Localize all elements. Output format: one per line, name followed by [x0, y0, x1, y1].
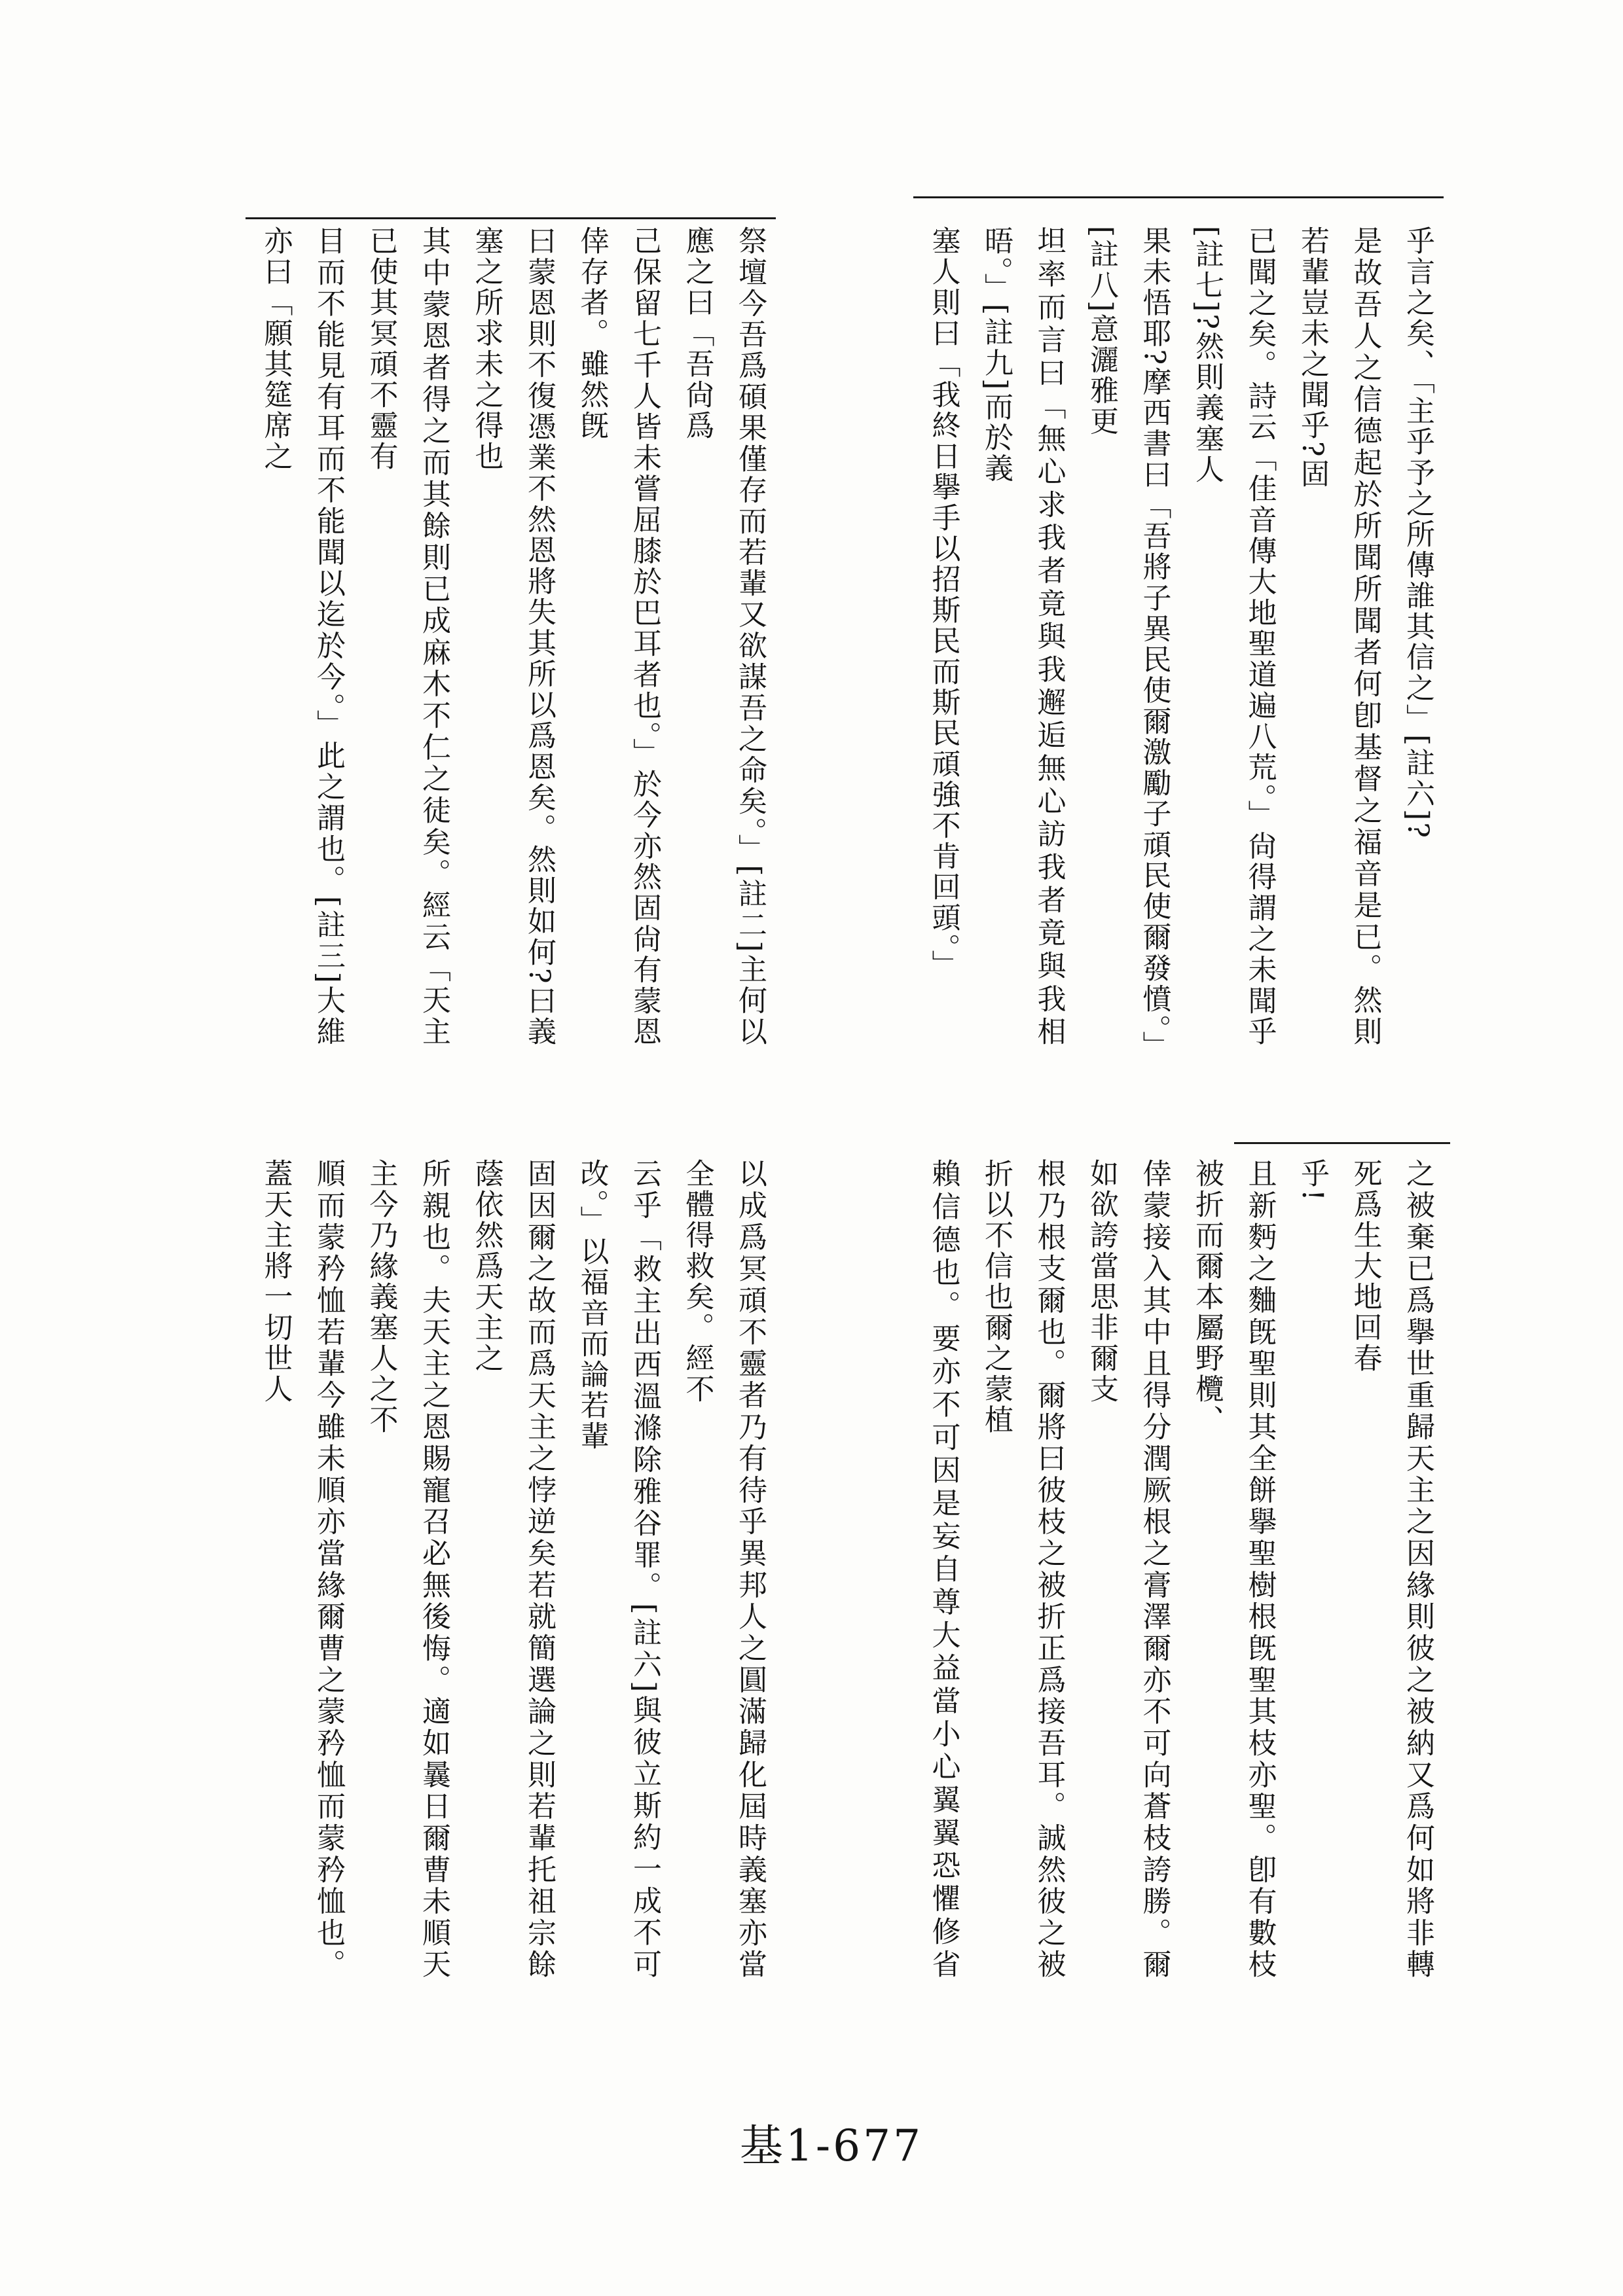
text-column: [246, 1158, 249, 1980]
page-number: 基1-677: [739, 2121, 924, 2171]
text-column: 塞人則曰「我終日擧手以招斯民而斯民頑強不肯回頭。」: [926, 226, 960, 980]
text-column: 坦率而言曰「無心求我者竟與我邂逅無心訪我者竟與我相晤。」[註九]而於義: [979, 226, 1066, 1047]
text-block-lower-right: [913, 1158, 1444, 1980]
text-column: 是故吾人之信德起於所聞所聞者何卽基督之福音是已。然則若輩豈未之聞乎?固: [1296, 226, 1382, 1047]
text-column: 曰蒙恩則不復憑業不然恩將失其所以爲恩矣。然則如何?曰義塞之所求未之得也: [469, 226, 556, 1047]
text-column: 云乎「救主出西溫滌除雅谷罪。[註六]與彼立斯約一成不可改。」以福音而論若輩: [575, 1158, 661, 1980]
text-column: 順而蒙矜恤若輩今雖未順亦當緣爾曹之蒙矜恤而蒙矜恤也。蓋天主將一切世人: [259, 1158, 345, 1980]
text-column: 其中蒙恩者得之而其餘則已成麻木不仁之徒矣。經云「天主已使其冥頑不靈有: [364, 226, 450, 1047]
text-block-lower-left: [246, 1158, 776, 1980]
text-column: 祭壇今吾爲碩果僅存而若輩又欲謀吾之命矣。」[註二]主何以應之曰「吾尙爲: [680, 226, 767, 1047]
rule-upper-left: [246, 217, 776, 219]
text-column: 己保留七千人皆未嘗屈膝於巴耳者也。」於今亦然固尙有蒙恩倖存者。雖然旣: [575, 226, 661, 1047]
text-column: 且新麪之麯旣聖則其全餅擧聖樹根旣聖其枝亦聖。卽有數枝被折而爾本屬野欖、: [1190, 1158, 1277, 1980]
rule-upper-right: [913, 196, 1444, 198]
text-column: 果未悟耶?摩西書曰「吾將子異民使爾激勵子頑民使爾發憤。」[註八]意灑雅更: [1085, 226, 1171, 1047]
text-column: 乎!: [1296, 1158, 1329, 1203]
text-column: 已聞之矣。詩云「佳音傳大地聖道遍八荒。」尙得謂之未聞乎[註七]?然則義塞人: [1190, 226, 1277, 1047]
text-column: 之被棄已爲擧世重歸天主之因緣則彼之被納又爲何如將非轉死爲生大地回春: [1348, 1158, 1434, 1980]
text-block-upper-left: [246, 226, 776, 1047]
text-column: 目而不能見有耳而不能聞以迄於今。」此之謂也。[註三]大維亦曰「願其筵席之: [259, 226, 345, 1047]
text-block-upper-right: [913, 226, 1444, 1047]
text-column: [246, 226, 249, 1047]
text-column: 根乃根支爾也。爾將曰彼枝之被折正爲接吾耳。誠然彼之被折以不信也爾之蒙植: [979, 1158, 1066, 1980]
rule-lower-right: [1234, 1142, 1450, 1144]
text-column: 所親也。夫天主之恩賜寵召必無後悔。適如曩日爾曹未順天主今乃緣義塞人之不: [364, 1158, 450, 1980]
text-column: 乎言之矣、「主乎予之所傳誰其信之」[註六]?: [1401, 226, 1434, 840]
text-column: 賴信德也。要亦不可因是妄自尊大益當小心翼翼恐懼修省: [926, 1158, 960, 1980]
text-column: 固因爾之故而爲天主之悖逆矣若就簡選論之則若輩托祖宗餘蔭依然爲天主之: [469, 1158, 556, 1980]
text-column: 倖蒙接入其中且得分潤厥根之膏澤爾亦不可向蒼枝誇勝。爾如欲誇當思非爾支: [1085, 1158, 1171, 1980]
text-column: 以成爲冥頑不靈者乃有待乎異邦人之圓滿歸化屆時義塞亦當全體得救矣。經不: [680, 1158, 767, 1980]
